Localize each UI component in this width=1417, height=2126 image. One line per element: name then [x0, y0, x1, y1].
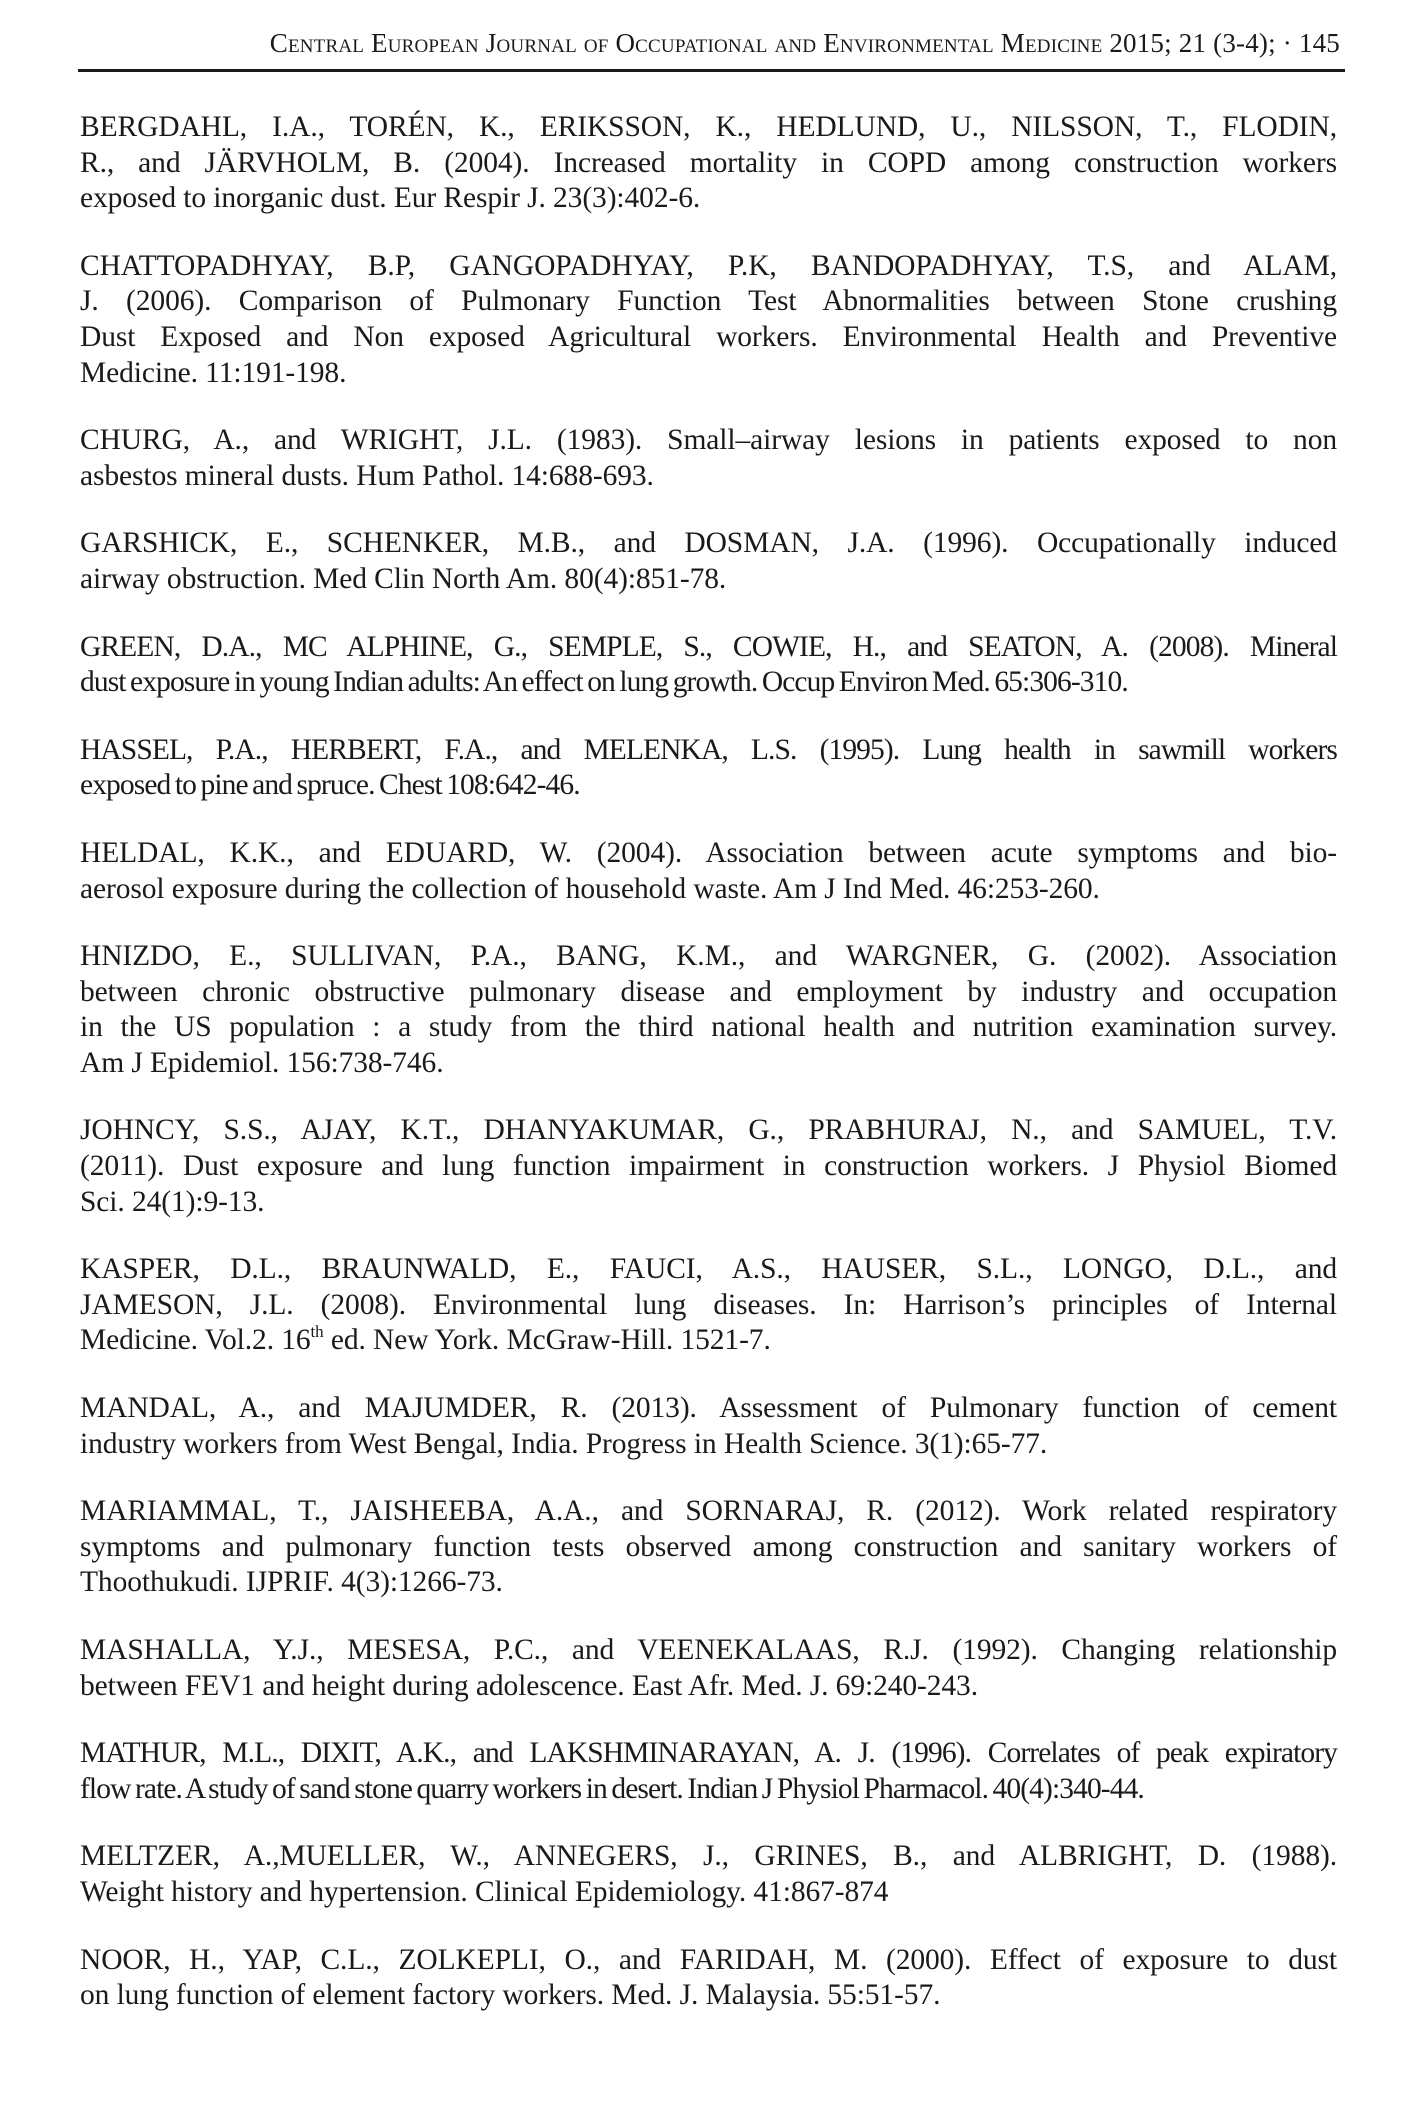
reference-line	[80, 1323, 1337, 1359]
reference-line: Medicine. 11:191-198.	[80, 356, 347, 389]
reference-line: symptoms and pulmonary function tests observed among construction and sanitary workers of	[80, 1530, 1337, 1563]
reference-chattopadhyay-2006	[80, 249, 1337, 391]
reference-line: in the US population : a study from the third national health and nutrition examination survey.	[80, 1011, 1337, 1044]
reference-hassel-1995	[80, 733, 1337, 804]
reference-johncy-2011	[80, 1113, 1337, 1220]
reference-hnizdo-2002	[80, 939, 1337, 1081]
reference-line: MELTZER, A.,MUELLER, W., ANNEGERS, J., GRINES, B., and ALBRIGHT, D. (1988).	[80, 1840, 1337, 1873]
reference-meltzer-1988	[80, 1839, 1337, 1910]
reference-text: ed. New York. McGraw-Hill. 1521-7.	[323, 1324, 771, 1357]
reference-line: BERGDAHL, I.A., TORÉN, K., ERIKSSON, K., HEDLUND, U., NILSSON, T., FLODIN,	[80, 111, 1337, 143]
reference-line: J. (2006). Comparison of Pulmonary Function Test Abnormalities between Stone crushing	[80, 285, 1337, 318]
ordinal-superscript: th	[310, 1322, 324, 1342]
reference-line: Dust Exposed and Non exposed Agricultural workers. Environmental Health and Preventive	[80, 320, 1337, 353]
reference-line: (2011). Dust exposure and lung function impairment in construction workers. J Physiol Biomed	[80, 1150, 1337, 1183]
reference-line: NOOR, H., YAP, C.L., ZOLKEPLI, O., and FARIDAH, M. (2000). Effect of exposure to dust	[80, 1943, 1337, 1976]
reference-line: HELDAL, K.K., and EDUARD, W. (2004). Association between acute symptoms and bio-	[80, 836, 1337, 869]
reference-green-2008	[80, 630, 1337, 701]
reference-line: CHATTOPADHYAY, B.P, GANGOPADHYAY, P.K, BANDOPADHYAY, T.S, and ALAM,	[80, 249, 1337, 282]
reference-line: CHURG, A., and WRIGHT, J.L. (1983). Small–airway lesions in patients exposed to non	[80, 424, 1337, 457]
reference-line: between chronic obstructive pulmonary disease and employment by industry and occupation	[80, 975, 1337, 1008]
running-header: Central European Journal of Occupational and Environmental Medicine 2015; 21 (3-4); · 145	[269, 28, 1340, 58]
reference-line: dust exposure in young Indian adults: An effect on lung growth. Occup Environ Med. 65:306-310.	[80, 666, 1128, 699]
reference-line: Am J Epidemiol. 156:738-746.	[80, 1046, 444, 1079]
reference-line: industry workers from West Bengal, India. Progress in Health Science. 3(1):65-77.	[80, 1427, 1048, 1460]
reference-line: Sci. 24(1):9-13.	[80, 1185, 265, 1218]
reference-noor-2000	[80, 1943, 1337, 2014]
reference-churg-1983	[80, 423, 1337, 494]
reference-line: flow rate. A study of sand stone quarry workers in desert. Indian J Physiol Pharmacol. 40(4):340-44.	[80, 1772, 1144, 1805]
reference-garshick-1996	[80, 526, 1337, 597]
reference-line: MARIAMMAL, T., JAISHEEBA, A.A., and SORNARAJ, R. (2012). Work related respiratory	[80, 1495, 1337, 1528]
reference-line: MATHUR, M.L., DIXIT, A.K., and LAKSHMINARAYAN, A. J. (1996). Correlates of peak expiratory	[80, 1737, 1337, 1770]
reference-line: asbestos mineral dusts. Hum Pathol. 14:688-693.	[80, 459, 654, 492]
reference-line: airway obstruction. Med Clin North Am. 80(4):851-78.	[80, 562, 727, 595]
reference-line: MANDAL, A., and MAJUMDER, R. (2013). Assessment of Pulmonary function of cement	[80, 1392, 1337, 1425]
reference-line: HNIZDO, E., SULLIVAN, P.A., BANG, K.M., and WARGNER, G. (2002). Association	[80, 940, 1337, 973]
reference-line: on lung function of element factory workers. Med. J. Malaysia. 55:51-57.	[80, 1979, 941, 2012]
header-rule	[78, 69, 1345, 72]
reference-line: MASHALLA, Y.J., MESESA, P.C., and VEENEKALAAS, R.J. (1992). Changing relationship	[80, 1634, 1337, 1666]
reference-heldal-2004	[80, 836, 1337, 907]
reference-line: HASSEL, P.A., HERBERT, F.A., and MELENKA, L.S. (1995). Lung health in sawmill workers	[80, 733, 1337, 766]
reference-line: Thoothukudi. IJPRIF. 4(3):1266-73.	[80, 1566, 503, 1599]
reference-line: between FEV1 and height during adolescence. East Afr. Med. J. 69:240-243.	[80, 1669, 978, 1702]
reference-mariammal-2012	[80, 1494, 1337, 1601]
reference-bergdahl-2004	[80, 110, 1337, 217]
reference-line: aerosol exposure during the collection of household waste. Am J Ind Med. 46:253-260.	[80, 872, 1100, 905]
reference-mashalla-1992	[80, 1633, 1337, 1704]
reference-line: R., and JÄRVHOLM, B. (2004). Increased mortality in COPD among construction workers	[80, 146, 1337, 179]
reference-line: GREEN, D.A., MC ALPHINE, G., SEMPLE, S., COWIE, H., and SEATON, A. (2008). Mineral	[80, 630, 1337, 663]
reference-line: Weight history and hypertension. Clinical Epidemiology. 41:867-874	[80, 1875, 889, 1908]
reference-kasper-2008	[80, 1252, 1337, 1359]
reference-line: JAMESON, J.L. (2008). Environmental lung diseases. In: Harrison’s principles of Internal	[80, 1288, 1337, 1321]
reference-mathur-1996	[80, 1736, 1337, 1807]
reference-line: exposed to inorganic dust. Eur Respir J. 23(3):402-6.	[80, 182, 701, 215]
reference-text: Medicine. Vol.2. 16	[80, 1324, 311, 1357]
reference-line: GARSHICK, E., SCHENKER, M.B., and DOSMAN, J.A. (1996). Occupationally induced	[80, 527, 1337, 560]
reference-mandal-2013	[80, 1391, 1337, 1462]
reference-line: KASPER, D.L., BRAUNWALD, E., FAUCI, A.S., HAUSER, S.L., LONGO, D.L., and	[80, 1253, 1337, 1286]
reference-list	[80, 110, 1337, 2046]
reference-line: JOHNCY, S.S., AJAY, K.T., DHANYAKUMAR, G., PRABHURAJ, N., and SAMUEL, T.V.	[80, 1114, 1337, 1147]
reference-line: exposed to pine and spruce. Chest 108:642-46.	[80, 769, 580, 802]
